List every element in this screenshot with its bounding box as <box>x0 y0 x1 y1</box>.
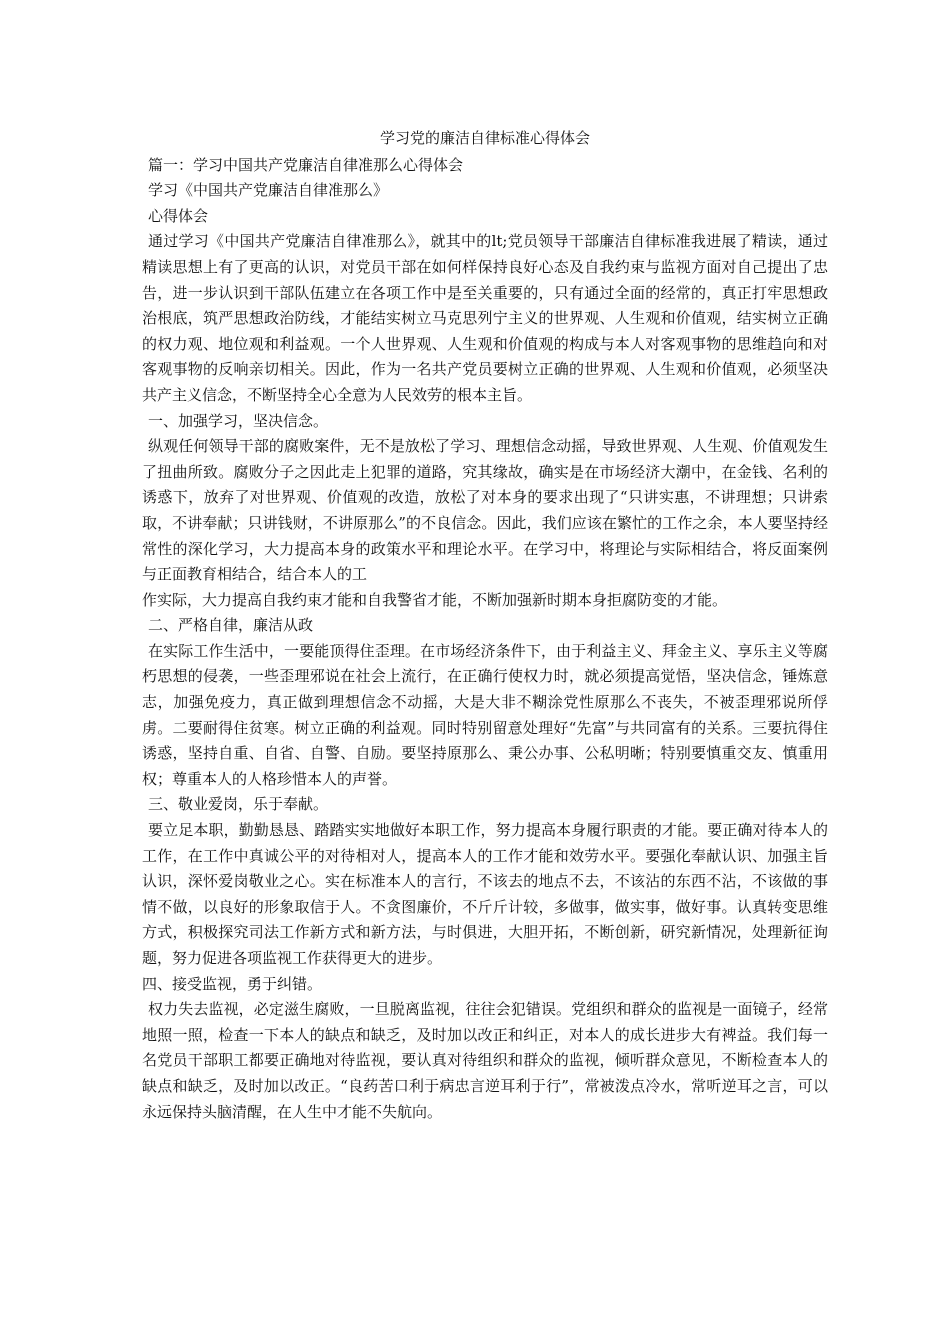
section-1-paragraph: 纵观任何领导干部的腐败案件，无不是放松了学习、理想信念动摇，导致世界观、人生观、价值观发生了扭曲所致。腐败分子之因此走上犯罪的道路，究其缘故，确实是在市场经济大潮中，在金钱、名利的诱惑下，放弃了对世界观、价值观的改造，放松了对本身的要求出现了“只讲实惠，不讲理想；只讲索取，不讲奉献；只讲钱财，不讲原那么”的不良信念。因此，我们应该在繁忙的工作之余，本人要坚持经常性的深化学习，大力提高本身的政策水平和理论水平。在学习中，将理论与实际相结合，将反面案例与正面教育相结合，结合本人的工 <box>142 437 828 584</box>
section-heading-1: 一、加强学习，坚决信念。 <box>148 411 329 430</box>
article-subheading: 学习《中国共产党廉洁自律准那么》 <box>148 181 389 200</box>
section-heading-3: 三、敬业爱岗，乐于奉献。 <box>148 795 329 814</box>
article-subheading-2: 心得体会 <box>148 206 209 225</box>
section-heading-2: 二、严格自律，廉洁从政 <box>148 616 314 635</box>
section-3-paragraph: 要立足本职，勤勤恳恳、踏踏实实地做好本职工作，努力提高本身履行职责的才能。要正确对待本人的工作，在工作中真诚公平的对待相对人，提高本人的工作才能和效劳水平。要强化奉献认识、加强主旨认识，深怀爱岗敬业之心。实在标准本人的言行，不该去的地点不去，不该沾的东西不沾，不该做的事情不做，以良好的形象取信于人。不贪图廉价，不斤斤计较，多做事，做实事，做好事。认真转变思维方式，积极探究司法工作新方式和新方法，与时俱进，大胆开拓，不断创新，研究新情况，处理新征询题，努力促进各项监视工作获得更大的进步。 <box>142 821 828 967</box>
article-heading: 篇一：学习中国共产党廉洁自律准那么心得体会 <box>148 155 464 174</box>
document-page <box>142 126 828 1125</box>
section-heading-4: 四、接受监视，勇于纠错。 <box>142 974 323 993</box>
document-title: 学习党的廉洁自律标准心得体会 <box>379 129 590 147</box>
intro-paragraph: 通过学习《中国共产党廉洁自律准那么》，就其中的lt;党员领导干部廉洁自律标准我进展了精读，通过精读思想上有了更高的认识，对党员干部在如何样保持良好心态及自我约束与监视方面对自己提出了忠告，进一步认识到干部队伍建立在各项工作中是至关重要的，只有通过全面的经常的，真正打牢思想政治根底，筑严思想政治防线，才能结实树立马克思列宁主义的世界观、人生观和价值观，结实树立正确的权力观、地位观和利益观。一个人世界观、人生观和价值观的构成与本人对客观事物的思维趋向和对客观事物的反响亲切相关。因此，作为一名共产党员要树立正确的世界观、人生观和价值观，必须坚决共产主义信念，不断坚持全心全意为人民效劳的根本主旨。 <box>142 232 828 404</box>
section-4-paragraph: 权力失去监视，必定滋生腐败，一旦脱离监视，往往会犯错误。党组织和群众的监视是一面镜子，经常地照一照，检查一下本人的缺点和缺乏，及时加以改正和纠正，对本人的成长进步大有裨益。我们每一名党员干部职工都要正确地对待监视，要认真对待组织和群众的监视，倾听群众意见，不断检查本人的缺点和缺乏，及时加以改正。“良药苦口利于病忠言逆耳利于行”，常被泼点冷水，常听逆耳之言，可以永远保持头脑清醒，在人生中才能不失航向。 <box>142 1000 828 1121</box>
section-2-paragraph: 在实际工作生活中，一要能顶得住歪理。在市场经济条件下，由于利益主义、拜金主义、享乐主义等腐朽思想的侵袭，一些歪理邪说在社会上流行，在正确行使权力时，就必须提高觉悟，坚决信念，锤炼意志，加强免疫力，真正做到理想信念不动摇，大是大非不糊涂党性原那么不丧失，不被歪理邪说所俘虏。二要耐得住贫寒。树立正确的利益观。同时特别留意处理好“先富”与共同富有的关系。三要抗得住诱惑，坚持自重、自省、自警、自励。要坚持原那么、秉公办事、公私明晰；特别要慎重交友、慎重用权；尊重本人的人格珍惜本人的声誉。 <box>142 641 828 788</box>
section-1-continuation: 作实际，大力提高自我约束才能和自我警省才能，不断加强新时期本身拒腐防变的才能。 <box>142 590 728 609</box>
